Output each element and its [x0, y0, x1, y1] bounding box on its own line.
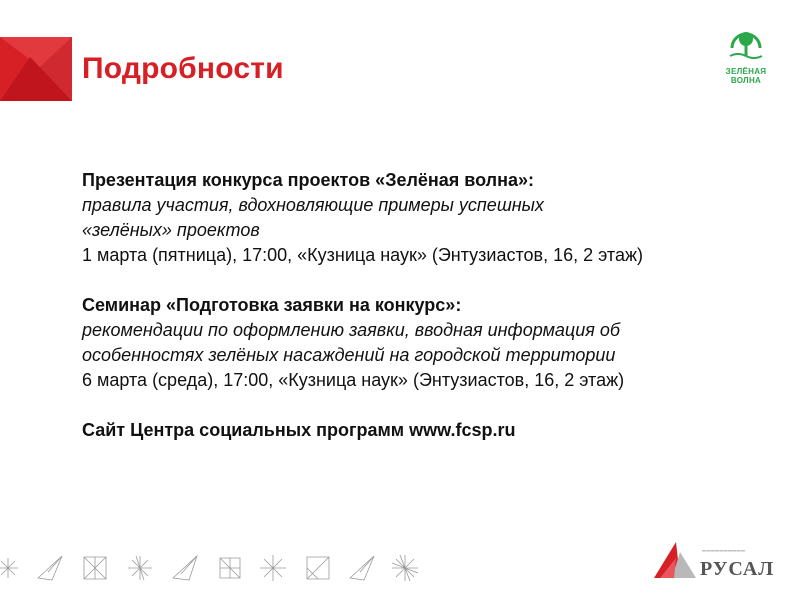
logo-text-line1: ЗЕЛЁНАЯ	[725, 67, 767, 76]
site-line	[82, 418, 782, 443]
tree-icon	[726, 26, 766, 62]
rusal-sail-icon	[650, 538, 700, 580]
site-label: Сайт Центра социальных программ	[82, 420, 405, 440]
paper-plane-icon	[350, 556, 374, 580]
page-title: Подробности	[82, 52, 284, 85]
event-block-seminar	[82, 293, 782, 393]
origami-square-icon	[307, 557, 329, 579]
site-link[interactable]: www.fcsp.ru	[409, 420, 516, 440]
rusal-brand-name: РУСАЛ	[700, 558, 775, 580]
star-icon	[0, 558, 18, 578]
origami-square-icon	[84, 557, 106, 579]
event-description-line: правила участия, вдохновляющие примеры успешных	[82, 195, 544, 215]
logo-text-line2: ВОЛНА	[730, 76, 762, 85]
event-heading: Семинар «Подготовка заявки на конкурс»:	[82, 295, 462, 315]
event-date-location: 1 марта (пятница), 17:00, «Кузница наук» (Энтузиастов, 16, 2 этаж)	[82, 245, 644, 265]
origami-square-icon	[220, 558, 240, 578]
rusal-tagline-mark: ▔▔▔▔▔▔▔▔▔▔	[702, 551, 746, 557]
event-description-line: «зелёных» проектов	[82, 220, 260, 240]
event-heading: Презентация конкурса проектов «Зелёная волна»:	[82, 170, 535, 190]
event-description-line: особенностях зелёных насаждений на городской территории	[82, 345, 616, 365]
star-icon	[128, 556, 152, 580]
paper-plane-icon	[38, 556, 62, 580]
star-icon	[392, 555, 418, 581]
event-description-line: рекомендации по оформлению заявки, вводная информация об	[82, 320, 620, 340]
decorative-star-strip	[0, 540, 440, 590]
header-accent-pattern	[0, 37, 72, 101]
green-wave-logo	[718, 26, 774, 96]
event-details	[82, 168, 782, 443]
header-accent-block	[0, 37, 72, 101]
event-block-presentation	[82, 168, 782, 268]
rusal-logo	[650, 538, 775, 580]
star-icon	[260, 555, 286, 581]
paper-plane-icon	[173, 556, 197, 580]
event-date-location: 6 марта (среда), 17:00, «Кузница наук» (Энтузиастов, 16, 2 этаж)	[82, 370, 625, 390]
